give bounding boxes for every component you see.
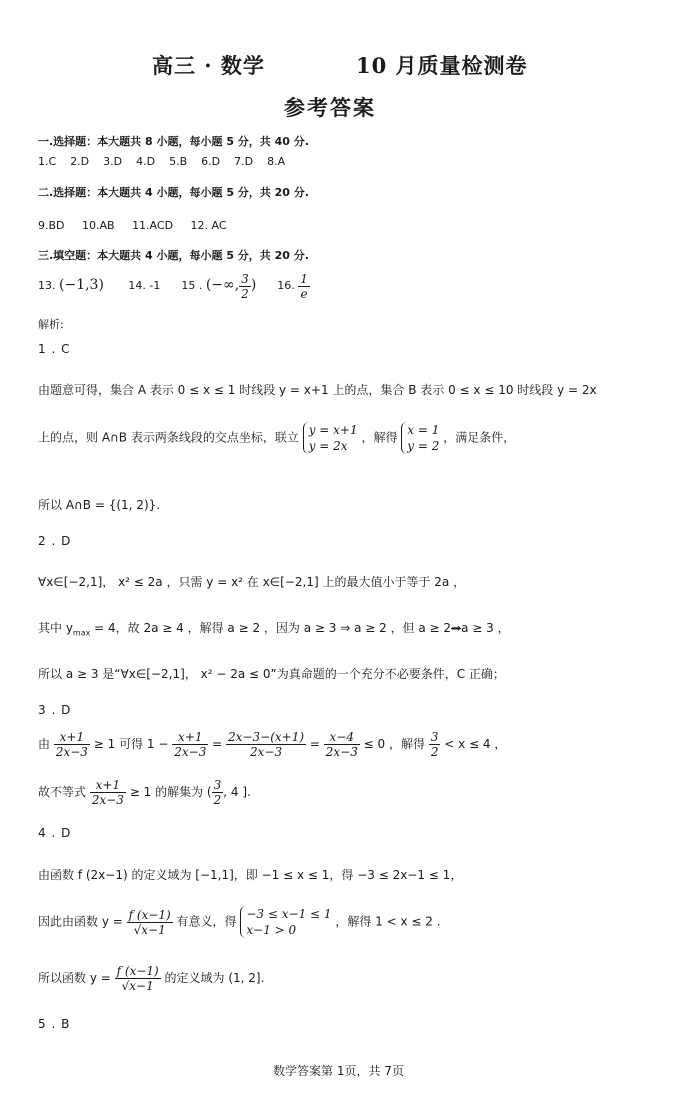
solution-line: 由题意可得，集合 A 表示 0 ≤ x ≤ 1 时线段 y = x+1 上的点，集合 B 表示 0 ≤ x ≤ 10 时线段 y = 2x — [38, 383, 597, 397]
question-number: 3 . D — [38, 703, 72, 717]
answer-item: 12. AC — [190, 219, 227, 232]
fraction: $\frac{3}{2}$ — [213, 778, 222, 807]
section-heading-choice: 一.选择题：本大题共 8 小题，每小题 5 分，共 40 分. — [38, 135, 309, 148]
answer-item: 2.D — [70, 155, 90, 168]
analysis-label: 解析: — [38, 318, 64, 331]
equation-system: y = x+1 y = 2x — [303, 422, 358, 454]
answer-label: 13. — [38, 279, 56, 292]
fraction: $\frac{2x-3-(x+1)}{2x-3}$ — [228, 730, 305, 759]
answer-item: 7.D — [234, 155, 254, 168]
fraction: $\frac{x+1}{2x-3}$ — [91, 778, 124, 807]
answer-label: 15 . — [181, 279, 203, 292]
solution-line: 由函数 f (2x−1) 的定义域为 [−1,1]，即 −1 ≤ x ≤ 1，得 −3 ≤ 2x−1 ≤ 1， — [38, 868, 463, 882]
answer-item: 14. -1 — [128, 279, 161, 292]
answer-value: (−1,3) — [59, 277, 104, 293]
solution-line: 因此由函数 y = $\frac{f (x-1)}{√x-1}$ 有意义，得 −3 ≤ x−1 ≤ 1 x−1 > 0 ，解得 1 < x ≤ 2 . — [38, 907, 441, 937]
exam-subtitle-month: 10 月质量检测卷 — [356, 53, 528, 78]
solution-line: 由 $\frac{x+1}{2x-3}$ ≥ 1 可得 1 − $\frac{x+1}{2x-3}$ = $\frac{2x-3-(x+1)}{2x-3}$ = $\frac{x-4}{2x-3}$ ≤ 0 ，解得 $\frac{3}{2}$ < x ≤ 4 ， — [38, 730, 507, 759]
equation-system: x = 1 y = 2 — [401, 422, 439, 454]
fraction: $\frac{3}{2}$ — [430, 730, 439, 759]
answer-item: 6.D — [201, 155, 221, 168]
answer-value: (−∞, — [205, 277, 240, 293]
fraction: $\frac{x+1}{2x-3}$ — [55, 730, 88, 759]
answer-item: 9.BD — [38, 219, 65, 232]
section-heading-multi-choice: 二.选择题：本大题共 4 小题，每小题 5 分，共 20 分. — [38, 186, 309, 199]
answer-label: 16. — [277, 279, 295, 292]
question-number: 4 . D — [38, 826, 72, 840]
fraction: $\frac{f (x-1)}{√x-1}$ — [128, 907, 171, 937]
fraction: $\frac{x-4}{2x-3}$ — [325, 730, 358, 759]
answer-item: 5.B — [169, 155, 188, 168]
solution-line: 所以函数 y = $\frac{f (x-1)}{√x-1}$ 的定义域为 (1, 2]. — [38, 964, 265, 993]
solution-line: 故不等式 $\frac{x+1}{2x-3}$ ≥ 1 的解集为 ( $\frac{3}{2}$ , 4 ]. — [38, 778, 251, 807]
solution-line: 所以 A∩B = {(1, 2)}. — [38, 498, 161, 512]
solution-line: 所以 a ≥ 3 是“∀x∈[−2,1]， x² − 2a ≤ 0”为真命题的一个充分不必要条件，C 正确； — [38, 667, 505, 681]
answer-item: 1.C — [38, 155, 57, 168]
answers-row-1 — [38, 155, 285, 168]
question-number: 2 . D — [38, 534, 72, 548]
exam-title: 高三 · 数学 — [152, 53, 265, 78]
page-footer: 数学答案第 1页，共 7页 — [273, 1064, 404, 1078]
fraction: $\frac{3}{2}$ — [241, 271, 249, 301]
answer-item: 3.D — [103, 155, 123, 168]
answers-row-3 — [38, 268, 310, 303]
solution-line: 上的点，则 A∩B 表示两条线段的交点坐标，联立 y = x+1 y = 2x ，解得 x = 1 y = 2 ，满足条件， — [38, 423, 516, 453]
fraction: $\frac{1}{e}$ — [300, 271, 308, 301]
answer-item: 4.D — [136, 155, 156, 168]
answer-item: 11.ACD — [132, 219, 174, 232]
answer-value: ) — [250, 277, 257, 293]
answers-row-2 — [38, 219, 227, 232]
equation-system: −3 ≤ x−1 ≤ 1 x−1 > 0 — [240, 906, 331, 938]
question-number: 5 . B — [38, 1017, 71, 1031]
solution-line: 其中 $y_{max} = 4$，故 2a ≥ 4 ，解得 a ≥ 2 ，因为 a ≥ 3 ⇒ a ≥ 2 ，但 a ≥ 2⇒a ≥ 3 ， — [38, 621, 510, 638]
fraction: $\frac{x+1}{2x-3}$ — [174, 730, 207, 759]
answer-item: 8.A — [267, 155, 286, 168]
solution-line: ∀x∈[−2,1]， x² ≤ 2a ，只需 y = x² 在 x∈[−2,1] 上的最大值小于等于 2a ， — [38, 575, 466, 589]
fraction: $\frac{f (x-1)}{√x-1}$ — [116, 964, 159, 993]
question-number: 1 . C — [38, 342, 71, 356]
answer-item: 10.AB — [82, 219, 115, 232]
section-heading-fill-blank: 三.填空题：本大题共 4 小题，每小题 5 分，共 20 分. — [38, 249, 309, 262]
page-title: 参考答案 — [284, 95, 376, 120]
